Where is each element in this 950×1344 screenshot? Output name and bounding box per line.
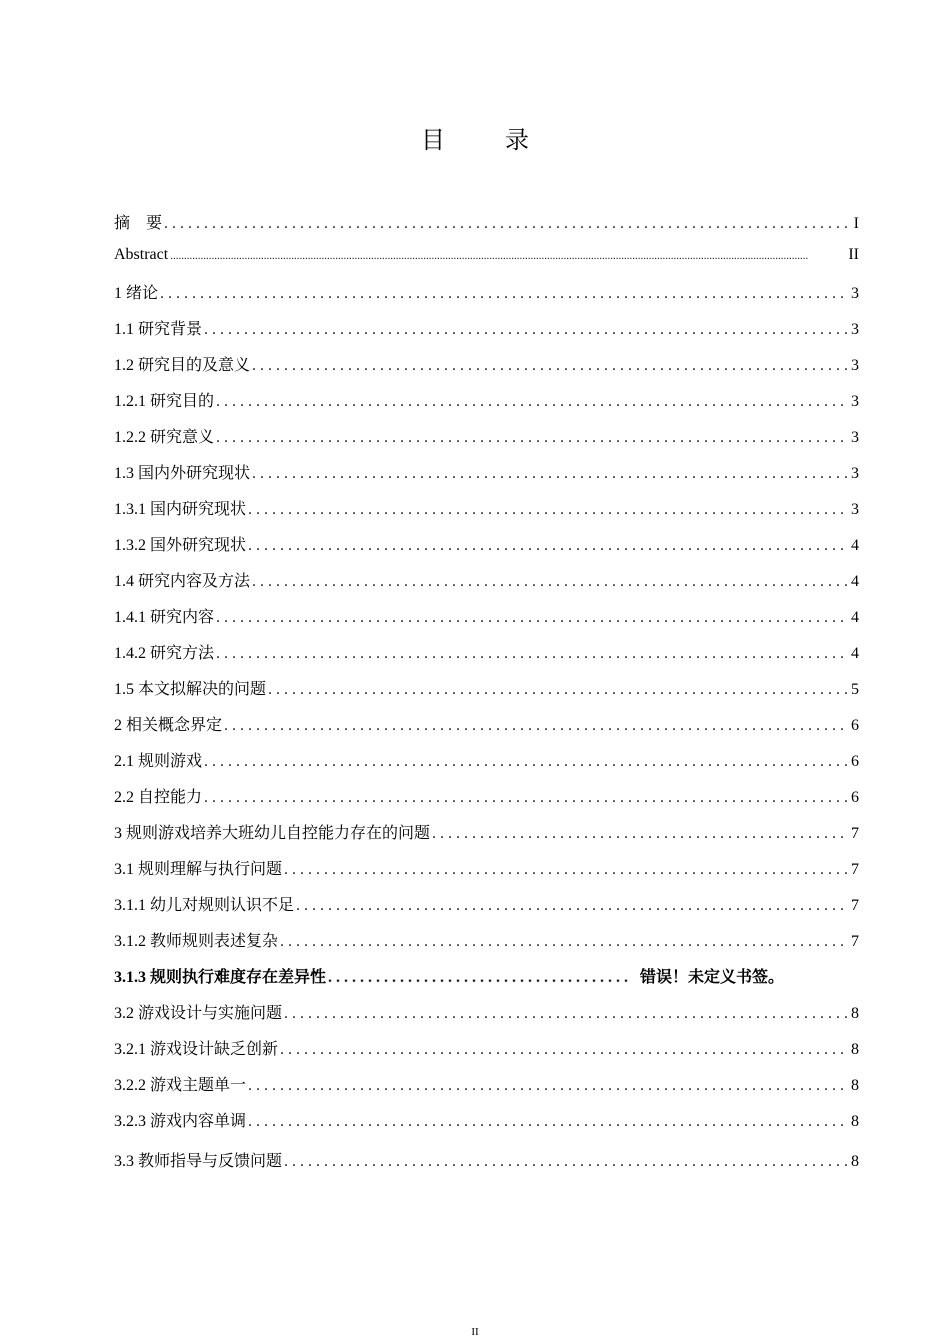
toc-entry[interactable] [114,1000,859,1036]
toc-entry-abstract-cn[interactable] [114,210,859,246]
toc-leader-dots [224,717,847,735]
toc-leader-dots [216,393,847,411]
toc-entry-label: 3.2.3 游戏内容单调 [114,1113,247,1130]
toc-entry-page: 8 [851,1113,859,1130]
toc-entry-label: 摘 要 [114,215,163,232]
toc-entry[interactable] [114,640,859,676]
toc-entry-label: 3.1.3 规则执行难度存在差异性 [114,969,327,986]
toc-entry-label: 2.1 规则游戏 [114,753,203,770]
toc-entry-page: 3 [851,321,859,338]
toc-entry-page: 3 [851,465,859,482]
toc-entry-label: 3.2.2 游戏主题单一 [114,1077,247,1094]
toc-entry-page: 5 [851,681,859,698]
toc-entry-label: 1.4 研究内容及方法 [114,573,251,590]
toc-entry[interactable] [114,712,859,748]
toc-entry-label: 3 规则游戏培养大班幼儿自控能力存在的问题 [114,825,431,842]
toc-entry[interactable] [114,856,859,892]
toc-leader-dots [432,825,847,843]
toc-leader-dots [252,357,847,375]
toc-entry-label: 1 绪论 [114,285,159,302]
toc-entry-label: 1.2.2 研究意义 [114,429,215,446]
toc-leader-dots [204,321,847,339]
toc-leader-dots [252,573,847,591]
toc-entry-label: 2.2 自控能力 [114,789,203,806]
toc-entry-page: 4 [851,537,859,554]
toc-entry-label: 1.2.1 研究目的 [114,393,215,410]
bookmark-error-text: 错误！未定义书签。 [640,969,785,986]
toc-entry-page: 8 [851,1153,859,1170]
toc-entry-label: 1.5 本文拟解决的问题 [114,681,267,698]
toc-entry[interactable] [114,496,859,532]
toc-leader-dots [160,285,847,303]
toc-entry-abstract-en[interactable] [114,246,859,280]
toc-entry[interactable] [114,1072,859,1108]
toc-leader-dots [248,1113,847,1131]
toc-entry-page: 8 [851,1005,859,1022]
toc-entry[interactable] [114,1036,859,1072]
toc-entry-page: II [848,246,859,263]
toc-entry-page: 7 [851,933,859,950]
toc-entry[interactable] [114,460,859,496]
toc-leader-dots [296,897,847,915]
footer-page-number: II [471,1326,479,1338]
toc-entry-label: 1.3 国内外研究现状 [114,465,251,482]
toc-leader-dots [204,753,847,771]
toc-entry-label: 1.3.2 国外研究现状 [114,537,247,554]
toc-entry[interactable] [114,388,859,424]
toc-entry-page: 3 [851,429,859,446]
toc-leader-dots [284,861,847,879]
toc-leader-dots [248,501,847,519]
toc-entry-page: 7 [851,825,859,842]
toc-entry-page: 3 [851,393,859,410]
toc-leader-dots [252,465,847,483]
toc-entry[interactable] [114,280,859,316]
toc-entry[interactable] [114,604,859,640]
toc-leader-dots [280,1041,847,1059]
toc-leader-dots [284,1005,847,1023]
toc-leader-dots [280,933,847,951]
toc-entry-page: 6 [851,717,859,734]
toc-entry-page: 3 [851,357,859,374]
toc-entry-page: 3 [851,501,859,518]
toc-entry-page: 6 [851,753,859,770]
toc-entry[interactable] [114,568,859,604]
toc-entry-bookmark-error[interactable] [114,964,859,1000]
toc-leader-dots [204,789,847,807]
toc-entry-label: 3.1.2 教师规则表述复杂 [114,933,279,950]
toc-entry-label: 1.4.1 研究内容 [114,609,215,626]
toc-entry[interactable] [114,532,859,568]
toc-entry-page: I [853,215,859,232]
toc-leader-dots [284,1153,847,1171]
toc-entry-label: 1.2 研究目的及意义 [114,357,251,374]
toc-entry-page: 7 [851,897,859,914]
toc-entry-label: 3.2.1 游戏设计缺乏创新 [114,1041,279,1058]
toc-entry[interactable] [114,316,859,352]
toc-entry-page: 6 [851,789,859,806]
toc-leader-dots [164,215,847,233]
page-title: 目 录 [421,126,547,154]
toc-entry-label: 3.2 游戏设计与实施问题 [114,1005,283,1022]
toc-leader-dots [268,681,847,699]
toc-entry-page: 4 [851,645,859,662]
toc-leader-dots [216,645,847,663]
toc-entry[interactable] [114,1148,859,1184]
toc-entry[interactable] [114,892,859,928]
toc-entry[interactable] [114,1108,859,1144]
toc-entry-label: 2 相关概念界定 [114,717,223,734]
toc-entry-page: 8 [851,1041,859,1058]
toc-leader-dots [328,969,628,987]
toc-entry[interactable] [114,928,859,964]
toc-entry-page: 7 [851,861,859,878]
toc-leader-dots [216,429,847,447]
toc-entry-page: 3 [851,285,859,302]
toc-entry-label: 1.4.2 研究方法 [114,645,215,662]
toc-entry[interactable] [114,820,859,856]
toc-entry-label: 3.1 规则理解与执行问题 [114,861,283,878]
toc-entry-label: 1.1 研究背景 [114,321,203,338]
toc-entry-page: 8 [851,1077,859,1094]
toc-entry-label: 1.3.1 国内研究现状 [114,501,247,518]
toc-entry-page: 4 [851,609,859,626]
toc-entry[interactable] [114,748,859,784]
toc-entry[interactable] [114,676,859,712]
table-of-contents [114,210,859,1184]
toc-leader-dots [248,1077,847,1095]
toc-entry-page: 4 [851,573,859,590]
toc-entry-label: 3.3 教师指导与反馈问题 [114,1153,283,1170]
toc-entry[interactable] [114,352,859,388]
toc-entry[interactable] [114,424,859,460]
toc-leader-dots [216,609,847,627]
toc-entry-label: Abstract [114,246,169,263]
toc-entry[interactable] [114,784,859,820]
toc-leader-dots [248,537,847,555]
toc-entry-label: 3.1.1 幼儿对规则认识不足 [114,897,295,914]
toc-leader-dots [170,246,846,264]
